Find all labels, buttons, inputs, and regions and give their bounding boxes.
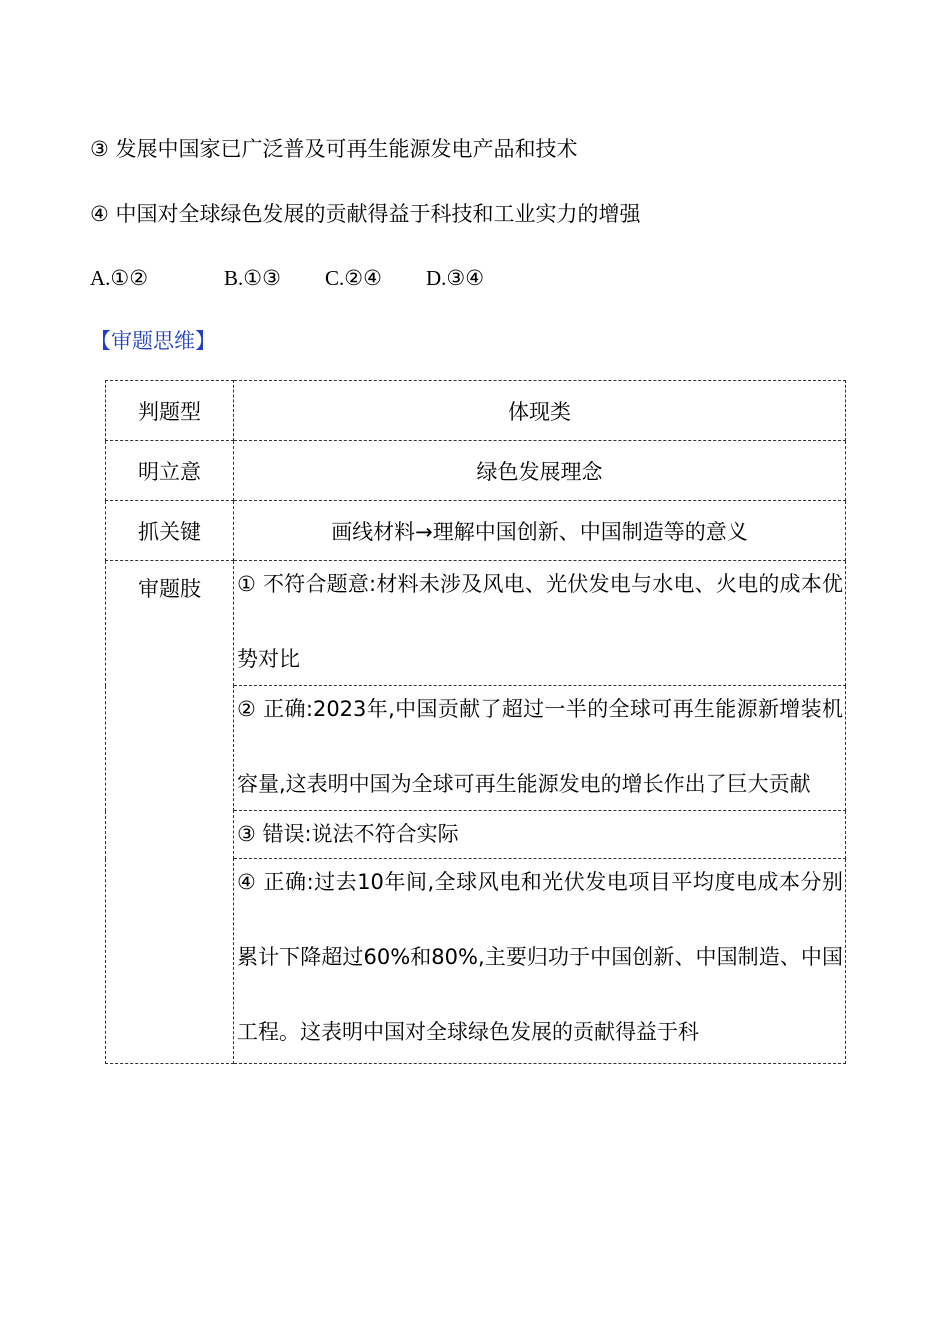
- statement-4: ④ 中国对全球绿色发展的贡献得益于科技和工业实力的增强: [90, 202, 641, 226]
- table-row: [106, 561, 846, 686]
- row-label-key: 抓关键: [106, 501, 234, 561]
- row-label-theme: 明立意: [106, 441, 234, 501]
- choice-b[interactable]: B.①③: [224, 266, 281, 290]
- row-value-question-type: 体现类: [234, 381, 846, 441]
- section-title: 【审题思维】: [90, 329, 216, 353]
- option-analysis-4: [234, 859, 846, 1064]
- option-analysis-4-text: ④ 正确:过去10年间,全球风电和光伏发电项目平均度电成本分别累计下降超过60%和80%,主要归功于中国创新、中国制造、中国工程。这表明中国对全球绿色发展的贡献得益于科: [237, 870, 843, 1044]
- row-value-key: 画线材料→理解中国创新、中国制造等的意义: [234, 501, 846, 561]
- option-analysis-3-text: ③ 错误:说法不符合实际: [237, 822, 459, 846]
- option-analysis-2-text: ② 正确:2023年,中国贡献了超过一半的全球可再生能源新增装机容量,这表明中国为全球可再生能源发电的增长作出了巨大贡献: [237, 697, 843, 796]
- choice-c[interactable]: C.②④: [325, 266, 382, 290]
- option-analysis-1-text: ① 不符合题意:材料未涉及风电、光伏发电与水电、火电的成本优势对比: [237, 572, 843, 671]
- statement-3: ③ 发展中国家已广泛普及可再生能源发电产品和技术: [90, 137, 578, 161]
- row-label-question-type: 判题型: [106, 381, 234, 441]
- option-analysis-2: [234, 686, 846, 811]
- choice-d[interactable]: D.③④: [426, 266, 485, 290]
- analysis-table: [105, 380, 846, 1064]
- option-analysis-1: [234, 561, 846, 686]
- table-row: [106, 381, 846, 441]
- choice-a[interactable]: A.①②: [90, 266, 149, 290]
- table-row: [106, 441, 846, 501]
- row-label-options: 审题肢: [106, 561, 234, 1064]
- row-value-theme: 绿色发展理念: [234, 441, 846, 501]
